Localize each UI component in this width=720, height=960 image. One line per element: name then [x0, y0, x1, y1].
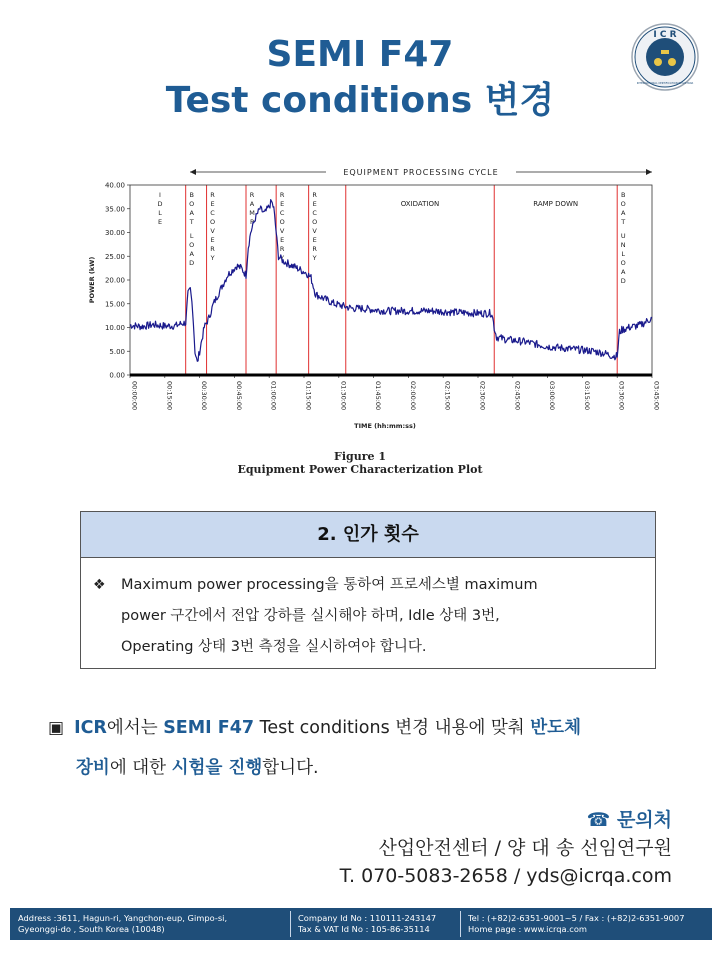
- y-tick-label: 40.00: [104, 181, 125, 190]
- x-tick-label: 02:45:00: [513, 381, 522, 411]
- footer-homepage: Home page : www.icrqa.com: [468, 924, 588, 934]
- section-2-line-1: Maximum power processing을 통하여 프로세스별 maximum: [121, 577, 538, 593]
- chart-header: [190, 166, 652, 177]
- notice-line-1: [48, 708, 688, 748]
- contact-title-text: 문의처: [616, 809, 672, 831]
- x-tick-label: 02:30:00: [478, 381, 487, 411]
- notice-text-4: 합니다.: [262, 758, 319, 778]
- notice-text-3: 에 대한: [109, 758, 172, 778]
- notice-semi: SEMI F47: [163, 718, 255, 738]
- footer-ids: [298, 913, 436, 935]
- header-label: EQUIPMENT PROCESSING CYCLE: [343, 168, 499, 177]
- contact-dept: 산업안전센터 / 양 대 송 선임연구원: [378, 837, 672, 859]
- footer-address: [18, 913, 227, 935]
- footer-address-2: Gyeonggi-do , South Korea (10048): [18, 924, 165, 934]
- phase-label: B O A T U N L O A D: [620, 191, 626, 285]
- phase-label: I D L E: [157, 191, 163, 226]
- section-2-box: [80, 511, 656, 669]
- notice-text-1: 에서는: [106, 718, 164, 738]
- x-tick-label: 00:45:00: [234, 381, 243, 411]
- x-tick-label: 03:15:00: [582, 381, 591, 411]
- x-tick-label: 02:15:00: [443, 381, 452, 411]
- section-2-heading: 2. 인가 횟수: [81, 512, 655, 558]
- figure-number: Figure 1: [334, 450, 386, 463]
- x-tick-label: 03:00:00: [548, 381, 557, 411]
- contact-block: [340, 806, 672, 890]
- x-tick-label: 00:00:00: [130, 381, 139, 411]
- phase-label: R E C O V E R Y: [312, 191, 318, 262]
- contact-phone-email: T. 070-5083-2658 / yds@icrqa.com: [339, 865, 672, 887]
- section-2-line-3: Operating 상태 3번 측정을 실시하여야 합니다.: [121, 639, 427, 655]
- chart-xlabel: TIME (hh:mm:ss): [354, 422, 416, 430]
- notice-text-2: Test conditions 변경 내용에 맞춰: [254, 718, 531, 738]
- x-tick-label: 01:45:00: [374, 381, 383, 411]
- x-tick-label: 03:45:00: [652, 381, 660, 411]
- section-2-body: [81, 558, 655, 663]
- y-tick-label: 35.00: [104, 205, 125, 214]
- x-tick-label: 01:00:00: [269, 381, 278, 411]
- phone-icon: ☎: [586, 809, 611, 831]
- section-2-line-2: power 구간에서 전압 강하를 실시해야 하며, Idle 상태 3번,: [121, 608, 500, 624]
- notice-paragraph: [48, 708, 688, 788]
- notice-semiconductor: 반도체: [530, 718, 581, 738]
- header-arrow-head: [190, 169, 196, 175]
- title-line-1: SEMI F47: [266, 34, 454, 75]
- y-tick-label: 25.00: [104, 252, 125, 261]
- chart-ylabel: POWER (kW): [88, 256, 96, 304]
- phase-label: OXIDATION: [400, 200, 440, 208]
- x-tick-label: 01:30:00: [339, 381, 348, 411]
- footer-address-1: Address :3611, Hagun-ri, Yangchon-eup, Gimpo-si,: [18, 913, 228, 923]
- power-chart: [80, 160, 660, 480]
- notice-icr: ICR: [74, 718, 107, 738]
- phase-label: R A M P: [249, 191, 255, 226]
- footer-divider: [290, 911, 291, 937]
- footer-tax-id: Tax & VAT Id No : 105-86-35114: [298, 924, 430, 934]
- footer-divider: [460, 911, 461, 937]
- footer-tel-fax: Tel : (+82)2-6351-9001~5 / Fax : (+82)2-6351-9007: [468, 913, 685, 923]
- figure-caption: [0, 450, 720, 476]
- x-tick-label: 00:15:00: [165, 381, 174, 411]
- x-tick-label: 02:00:00: [408, 381, 417, 411]
- phase-label: R E C O V E R Y: [209, 191, 216, 262]
- y-tick-label: 20.00: [104, 276, 125, 285]
- y-tick-label: 5.00: [109, 347, 125, 356]
- x-tick-label: 03:30:00: [617, 381, 626, 411]
- y-tick-label: 0.00: [109, 371, 125, 380]
- page-title: [0, 32, 720, 124]
- notice-line-2: [48, 748, 688, 788]
- title-line-2: Test conditions 변경: [165, 80, 555, 121]
- notice-testing: 시험을 진행: [171, 758, 263, 778]
- chart-axes: [105, 182, 660, 411]
- figure-subtitle: Equipment Power Characterization Plot: [237, 463, 483, 476]
- footer-contact: [468, 913, 684, 935]
- footer-company-id: Company Id No : 110111-243147: [298, 913, 437, 923]
- phase-label: R E C O V E R Y: [279, 191, 285, 262]
- footer-bar: [10, 908, 712, 940]
- logo-ring-text: INTERNATIONAL CERTIFICATION REGISTRAR: [636, 82, 694, 85]
- x-tick-label: 01:15:00: [304, 381, 313, 411]
- y-tick-label: 10.00: [104, 324, 125, 332]
- power-series-line: [130, 200, 652, 362]
- contact-title: [340, 806, 672, 834]
- header-arrow-head: [646, 169, 652, 175]
- square-bullet-icon: ▣: [48, 718, 65, 738]
- phase-label: RAMP DOWN: [533, 200, 579, 208]
- notice-equipment: 장비: [76, 758, 110, 778]
- icr-logo: [630, 22, 700, 92]
- diamond-bullet-icon: ❖: [93, 577, 106, 593]
- y-tick-label: 30.00: [104, 229, 125, 237]
- phase-label: B O A T L O A D: [189, 191, 195, 267]
- chart-series: [130, 200, 652, 362]
- logo-letters: I C R: [653, 30, 677, 40]
- y-tick-label: 15.00: [104, 300, 125, 309]
- x-tick-label: 00:30:00: [200, 381, 209, 411]
